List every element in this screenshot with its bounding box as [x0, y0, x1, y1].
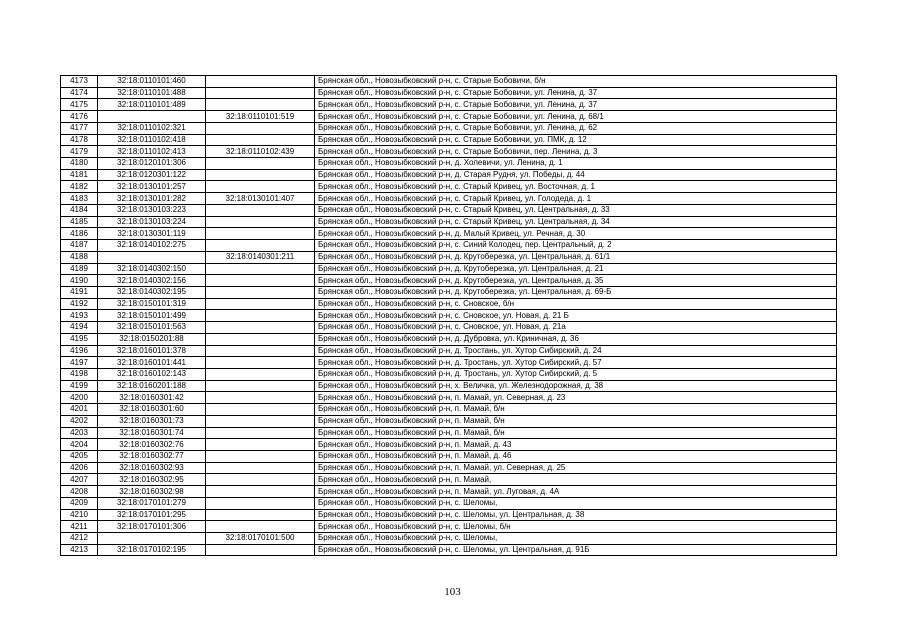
table-row [61, 486, 837, 498]
cadastral-number-cell: 32:18:0160102:143 [98, 368, 206, 380]
building-cadastral-number-cell [206, 181, 315, 193]
address-cell: Брянская обл., Новозыбковский р-н, с. Старые Бобовичи, ул. Ленина, д. 62 [315, 122, 837, 134]
row-number-cell: 4203 [61, 427, 98, 439]
building-cadastral-number-cell [206, 427, 315, 439]
building-cadastral-number-cell [206, 380, 315, 392]
table-row [61, 275, 837, 287]
building-cadastral-number-cell: 32:18:0130101:407 [206, 193, 315, 205]
address-cell: Брянская обл., Новозыбковский р-н, с. Старый Кривец, ул. Центральная, д. 33 [315, 204, 837, 216]
table-row [61, 263, 837, 275]
table-row [61, 451, 837, 463]
table-row [61, 111, 837, 123]
table-row [61, 228, 837, 240]
address-cell: Брянская обл., Новозыбковский р-н, с. Шеломы, б/н [315, 521, 837, 533]
table-row [61, 193, 837, 205]
cadastral-number-cell: 32:18:0160302:98 [98, 486, 206, 498]
table-row [61, 99, 837, 111]
cadastral-number-cell: 32:18:0110102:418 [98, 134, 206, 146]
table-row [61, 415, 837, 427]
address-cell: Брянская обл., Новозыбковский р-н, с. Старые Бобовичи, ул. ПМК, д. 12 [315, 134, 837, 146]
building-cadastral-number-cell [206, 263, 315, 275]
row-number-cell: 4210 [61, 509, 98, 521]
address-cell: Брянская обл., Новозыбковский р-н, д. Старая Рудня, ул. Победы, д. 44 [315, 169, 837, 181]
cadastral-number-cell: 32:18:0160301:73 [98, 415, 206, 427]
cadastral-number-cell: 32:18:0130301:119 [98, 228, 206, 240]
address-cell: Брянская обл., Новозыбковский р-н, п. Мамай, б/н [315, 404, 837, 416]
table-row [61, 380, 837, 392]
address-cell: Брянская обл., Новозыбковский р-н, с. Шеломы, ул. Центральная, д. 91Б [315, 544, 837, 556]
building-cadastral-number-cell [206, 275, 315, 287]
cadastral-number-cell: 32:18:0170101:306 [98, 521, 206, 533]
building-cadastral-number-cell [206, 333, 315, 345]
cadastral-number-cell: 32:18:0110102:321 [98, 122, 206, 134]
building-cadastral-number-cell [206, 392, 315, 404]
building-cadastral-number-cell [206, 368, 315, 380]
building-cadastral-number-cell [206, 76, 315, 88]
building-cadastral-number-cell [206, 415, 315, 427]
cadastral-number-cell: 32:18:0140102:275 [98, 240, 206, 252]
row-number-cell: 4188 [61, 251, 98, 263]
table-row [61, 462, 837, 474]
row-number-cell: 4187 [61, 240, 98, 252]
address-cell: Брянская обл., Новозыбковский р-н, д. Крутоберезка, ул. Центральная, д. 69-Б [315, 286, 837, 298]
building-cadastral-number-cell [206, 345, 315, 357]
table-row [61, 497, 837, 509]
cadastral-number-cell: 32:18:0170102:195 [98, 544, 206, 556]
address-cell: Брянская обл., Новозыбковский р-н, х. Величка, ул. Железнодорожная, д. 38 [315, 380, 837, 392]
building-cadastral-number-cell [206, 521, 315, 533]
address-cell: Брянская обл., Новозыбковский р-н, д. Тростань, ул. Хутор Сибирский, д. 24 [315, 345, 837, 357]
table-row [61, 76, 837, 88]
address-cell: Брянская обл., Новозыбковский р-н, с. Сновское, ул. Новая, д. 21а [315, 322, 837, 334]
address-cell: Брянская обл., Новозыбковский р-н, п. Мамай, ул. Северная, д. 25 [315, 462, 837, 474]
row-number-cell: 4197 [61, 357, 98, 369]
row-number-cell: 4204 [61, 439, 98, 451]
cadastral-number-cell: 32:18:0160201:188 [98, 380, 206, 392]
table-row [61, 474, 837, 486]
cadastral-number-cell: 32:18:0110101:460 [98, 76, 206, 88]
address-cell: Брянская обл., Новозыбковский р-н, с. Старые Бобовичи, ул. Ленина, д. 68/1 [315, 111, 837, 123]
building-cadastral-number-cell [206, 87, 315, 99]
cadastral-number-cell: 32:18:0160301:74 [98, 427, 206, 439]
cadastral-number-cell: 32:18:0160101:441 [98, 357, 206, 369]
building-cadastral-number-cell [206, 204, 315, 216]
building-cadastral-number-cell [206, 310, 315, 322]
cadastral-number-cell: 32:18:0160302:95 [98, 474, 206, 486]
cadastral-number-cell: 32:18:0160301:60 [98, 404, 206, 416]
table-row [61, 404, 837, 416]
cadastral-number-cell: 32:18:0170101:279 [98, 497, 206, 509]
address-cell: Брянская обл., Новозыбковский р-н, с. Шеломы, [315, 497, 837, 509]
address-cell: Брянская обл., Новозыбковский р-н, д. Крутоберезка, ул. Центральная, д. 61/1 [315, 251, 837, 263]
address-cell: Брянская обл., Новозыбковский р-н, с. Старые Бобовичи, б/н [315, 76, 837, 88]
cadastral-number-cell: 32:18:0150201:88 [98, 333, 206, 345]
row-number-cell: 4212 [61, 533, 98, 545]
table-row [61, 509, 837, 521]
address-cell: Брянская обл., Новозыбковский р-н, п. Мамай, [315, 474, 837, 486]
cadastral-number-cell: 32:18:0110102:413 [98, 146, 206, 158]
address-cell: Брянская обл., Новозыбковский р-н, д. Холевичи, ул. Ленина, д. 1 [315, 158, 837, 170]
row-number-cell: 4206 [61, 462, 98, 474]
row-number-cell: 4183 [61, 193, 98, 205]
building-cadastral-number-cell [206, 158, 315, 170]
building-cadastral-number-cell [206, 497, 315, 509]
building-cadastral-number-cell [206, 216, 315, 228]
row-number-cell: 4189 [61, 263, 98, 275]
cadastral-number-cell: 32:18:0120101:306 [98, 158, 206, 170]
row-number-cell: 4173 [61, 76, 98, 88]
table-row [61, 427, 837, 439]
building-cadastral-number-cell [206, 240, 315, 252]
cadastral-number-cell [98, 251, 206, 263]
building-cadastral-number-cell [206, 122, 315, 134]
row-number-cell: 4174 [61, 87, 98, 99]
cadastral-number-cell: 32:18:0160302:93 [98, 462, 206, 474]
address-cell: Брянская обл., Новозыбковский р-н, п. Мамай, ул. Луговая, д. 4А [315, 486, 837, 498]
row-number-cell: 4194 [61, 322, 98, 334]
address-cell: Брянская обл., Новозыбковский р-н, с. Старые Бобовичи, ул. Ленина, д. 37 [315, 99, 837, 111]
table-row [61, 204, 837, 216]
row-number-cell: 4201 [61, 404, 98, 416]
cadastral-number-cell: 32:18:0170101:295 [98, 509, 206, 521]
address-cell: Брянская обл., Новозыбковский р-н, с. Шеломы, [315, 533, 837, 545]
address-cell: Брянская обл., Новозыбковский р-н, с. Старые Бобовичи, пер. Ленина, д. 3 [315, 146, 837, 158]
building-cadastral-number-cell [206, 357, 315, 369]
building-cadastral-number-cell [206, 439, 315, 451]
address-cell: Брянская обл., Новозыбковский р-н, с. Старый Кривец, ул. Восточная, д. 1 [315, 181, 837, 193]
table-row [61, 357, 837, 369]
row-number-cell: 4202 [61, 415, 98, 427]
address-cell: Брянская обл., Новозыбковский р-н, с. Старый Кривец, ул. Голодеда, д. 1 [315, 193, 837, 205]
table-row [61, 439, 837, 451]
row-number-cell: 4196 [61, 345, 98, 357]
row-number-cell: 4190 [61, 275, 98, 287]
table-row [61, 333, 837, 345]
cadastral-number-cell: 32:18:0160101:378 [98, 345, 206, 357]
cadastral-number-cell: 32:18:0150101:319 [98, 298, 206, 310]
cadastral-number-cell [98, 111, 206, 123]
table-row [61, 322, 837, 334]
building-cadastral-number-cell: 32:18:0110101:519 [206, 111, 315, 123]
row-number-cell: 4179 [61, 146, 98, 158]
row-number-cell: 4193 [61, 310, 98, 322]
table-row [61, 216, 837, 228]
row-number-cell: 4208 [61, 486, 98, 498]
address-cell: Брянская обл., Новозыбковский р-н, с. Шеломы, ул. Центральная, д. 38 [315, 509, 837, 521]
cadastral-number-cell: 32:18:0130103:224 [98, 216, 206, 228]
address-cell: Брянская обл., Новозыбковский р-н, п. Мамай, д. 43 [315, 439, 837, 451]
row-number-cell: 4200 [61, 392, 98, 404]
table-row [61, 240, 837, 252]
page-number: 103 [444, 586, 461, 598]
building-cadastral-number-cell [206, 169, 315, 181]
table-row [61, 368, 837, 380]
table-body [61, 76, 837, 556]
row-number-cell: 4176 [61, 111, 98, 123]
building-cadastral-number-cell [206, 474, 315, 486]
building-cadastral-number-cell [206, 99, 315, 111]
cadastral-number-cell: 32:18:0150101:499 [98, 310, 206, 322]
row-number-cell: 4177 [61, 122, 98, 134]
cadastral-number-cell: 32:18:0110101:489 [98, 99, 206, 111]
row-number-cell: 4185 [61, 216, 98, 228]
cadastral-number-cell: 32:18:0140302:156 [98, 275, 206, 287]
address-cell: Брянская обл., Новозыбковский р-н, с. Сновское, б/н [315, 298, 837, 310]
table-row [61, 122, 837, 134]
address-cell: Брянская обл., Новозыбковский р-н, д. Крутоберезка, ул. Центральная, д. 21 [315, 263, 837, 275]
building-cadastral-number-cell [206, 509, 315, 521]
building-cadastral-number-cell: 32:18:0170101:500 [206, 533, 315, 545]
building-cadastral-number-cell: 32:18:0110102:439 [206, 146, 315, 158]
table-row [61, 310, 837, 322]
building-cadastral-number-cell [206, 462, 315, 474]
address-cell: Брянская обл., Новозыбковский р-н, с. Старый Кривец, ул. Центральная, д. 34 [315, 216, 837, 228]
address-cell: Брянская обл., Новозыбковский р-н, п. Мамай, б/н [315, 427, 837, 439]
cadastral-number-cell: 32:18:0160302:76 [98, 439, 206, 451]
row-number-cell: 4209 [61, 497, 98, 509]
row-number-cell: 4213 [61, 544, 98, 556]
table-row [61, 169, 837, 181]
building-cadastral-number-cell [206, 404, 315, 416]
cadastral-number-cell: 32:18:0130103:223 [98, 204, 206, 216]
property-register-table [60, 75, 837, 556]
building-cadastral-number-cell [206, 134, 315, 146]
table-row [61, 544, 837, 556]
table-row [61, 298, 837, 310]
table-row [61, 286, 837, 298]
table-row [61, 521, 837, 533]
row-number-cell: 4191 [61, 286, 98, 298]
row-number-cell: 4192 [61, 298, 98, 310]
table-row [61, 251, 837, 263]
address-cell: Брянская обл., Новозыбковский р-н, с. Старые Бобовичи, ул. Ленина, д. 37 [315, 87, 837, 99]
row-number-cell: 4181 [61, 169, 98, 181]
row-number-cell: 4182 [61, 181, 98, 193]
row-number-cell: 4195 [61, 333, 98, 345]
row-number-cell: 4184 [61, 204, 98, 216]
row-number-cell: 4198 [61, 368, 98, 380]
table-row [61, 146, 837, 158]
table-row [61, 345, 837, 357]
address-cell: Брянская обл., Новозыбковский р-н, п. Мамай, д. 46 [315, 451, 837, 463]
table-row [61, 181, 837, 193]
building-cadastral-number-cell [206, 228, 315, 240]
building-cadastral-number-cell [206, 286, 315, 298]
building-cadastral-number-cell [206, 322, 315, 334]
building-cadastral-number-cell: 32:18:0140301:211 [206, 251, 315, 263]
address-cell: Брянская обл., Новозыбковский р-н, д. Тростань, ул. Хутор Сибирский, д. 5 [315, 368, 837, 380]
table-row [61, 533, 837, 545]
building-cadastral-number-cell [206, 451, 315, 463]
building-cadastral-number-cell [206, 544, 315, 556]
cadastral-number-cell: 32:18:0130101:282 [98, 193, 206, 205]
building-cadastral-number-cell [206, 486, 315, 498]
address-cell: Брянская обл., Новозыбковский р-н, д. Крутоберезка, ул. Центральная, д. 35 [315, 275, 837, 287]
cadastral-number-cell: 32:18:0140302:150 [98, 263, 206, 275]
cadastral-number-cell: 32:18:0110101:488 [98, 87, 206, 99]
cadastral-number-cell: 32:18:0160302:77 [98, 451, 206, 463]
building-cadastral-number-cell [206, 298, 315, 310]
row-number-cell: 4175 [61, 99, 98, 111]
row-number-cell: 4178 [61, 134, 98, 146]
row-number-cell: 4186 [61, 228, 98, 240]
address-cell: Брянская обл., Новозыбковский р-н, п. Мамай, б/н [315, 415, 837, 427]
cadastral-number-cell: 32:18:0130101:257 [98, 181, 206, 193]
address-cell: Брянская обл., Новозыбковский р-н, д. Тростань, ул. Хутор Сибирский, д. 57 [315, 357, 837, 369]
row-number-cell: 4199 [61, 380, 98, 392]
address-cell: Брянская обл., Новозыбковский р-н, п. Мамай, ул. Северная, д. 23 [315, 392, 837, 404]
cadastral-number-cell [98, 533, 206, 545]
table-row [61, 134, 837, 146]
row-number-cell: 4180 [61, 158, 98, 170]
table-row [61, 87, 837, 99]
address-cell: Брянская обл., Новозыбковский р-н, с. Сновское, ул. Новая, д. 21 Б [315, 310, 837, 322]
cadastral-number-cell: 32:18:0120301:122 [98, 169, 206, 181]
table-row [61, 158, 837, 170]
row-number-cell: 4207 [61, 474, 98, 486]
row-number-cell: 4211 [61, 521, 98, 533]
cadastral-number-cell: 32:18:0150101:563 [98, 322, 206, 334]
cadastral-number-cell: 32:18:0160301:42 [98, 392, 206, 404]
address-cell: Брянская обл., Новозыбковский р-н, д. Малый Кривец, ул. Речная, д. 30 [315, 228, 837, 240]
cadastral-number-cell: 32:18:0140302:195 [98, 286, 206, 298]
address-cell: Брянская обл., Новозыбковский р-н, с. Синий Колодец, пер. Центральный, д. 2 [315, 240, 837, 252]
row-number-cell: 4205 [61, 451, 98, 463]
address-cell: Брянская обл., Новозыбковский р-н, д. Дубровка, ул. Криничная, д. 36 [315, 333, 837, 345]
table-row [61, 392, 837, 404]
